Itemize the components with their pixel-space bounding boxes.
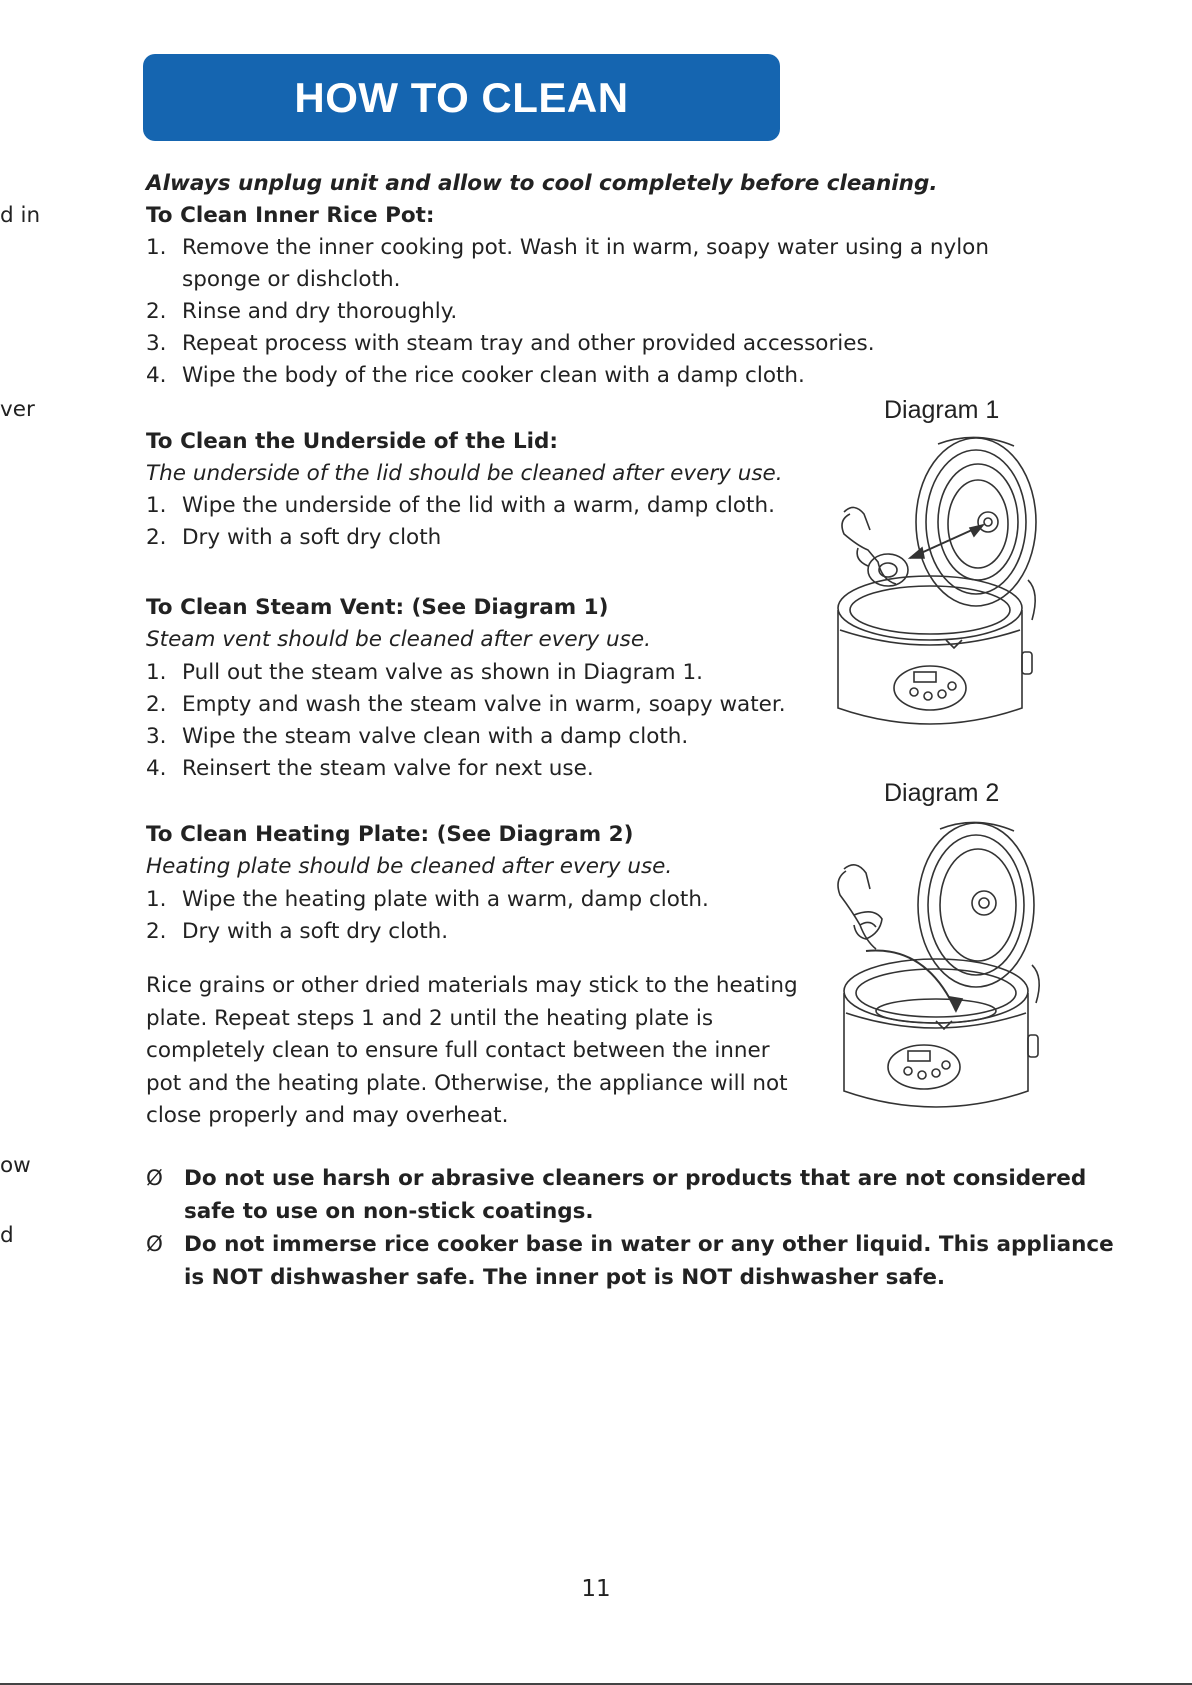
- caution-continuation: safe to use on non-stick coatings.: [184, 1199, 594, 1224]
- rice-cooker-heating-plate-illustration: [826, 815, 1058, 1125]
- list-item: 2. Rinse and dry thoroughly.: [146, 299, 458, 324]
- list-item: 1. Wipe the heating plate with a warm, damp cloth.: [146, 887, 709, 912]
- edge-fragment: d: [0, 1223, 14, 1248]
- section-heading-lid: To Clean the Underside of the Lid:: [146, 429, 559, 454]
- caution-symbol: Ø: [146, 1166, 163, 1191]
- list-item: 1. Pull out the steam valve as shown in Diagram 1.: [146, 660, 703, 685]
- list-item: 4. Wipe the body of the rice cooker clean with a damp cloth.: [146, 363, 805, 388]
- section-note: Heating plate should be cleaned after every use.: [146, 854, 673, 879]
- section-heading-steam-vent: To Clean Steam Vent: (See Diagram 1): [146, 595, 609, 620]
- section-heading-inner-pot: To Clean Inner Rice Pot:: [146, 203, 435, 228]
- list-item: 2. Dry with a soft dry cloth.: [146, 919, 449, 944]
- list-item: 1. Wipe the underside of the lid with a warm, damp cloth.: [146, 493, 775, 518]
- unplug-warning: Always unplug unit and allow to cool completely before cleaning.: [146, 171, 938, 196]
- section-note: The underside of the lid should be cleaned after every use.: [146, 461, 783, 486]
- page-number: 11: [581, 1576, 611, 1602]
- page-title: HOW TO CLEAN: [294, 73, 629, 121]
- heating-plate-paragraph: Rice grains or other dried materials may stick to the heating plate. Repeat steps 1 and 2 until the heating plate is completely clean to ensure full contact between the inner pot and the heating plate. Otherwise, the appliance will not close properly and may overheat.: [146, 973, 798, 1128]
- list-item: 3. Wipe the steam valve clean with a damp cloth.: [146, 724, 689, 749]
- list-item: 2. Empty and wash the steam valve in warm, soapy water.: [146, 692, 786, 717]
- list-item: 3. Repeat process with steam tray and other provided accessories.: [146, 331, 875, 356]
- edge-fragment: ver: [0, 397, 35, 422]
- caution-symbol: Ø: [146, 1232, 163, 1257]
- section-heading-heating-plate: To Clean Heating Plate: (See Diagram 2): [146, 822, 634, 847]
- list-item-continuation: sponge or dishcloth.: [182, 267, 401, 292]
- list-item: 2. Dry with a soft dry cloth: [146, 525, 442, 550]
- edge-fragment: d in: [0, 203, 41, 228]
- caution-item: Ø Do not immerse rice cooker base in water or any other liquid. This appliance: [146, 1229, 1114, 1262]
- diagram-2-label: Diagram 2: [884, 779, 1000, 807]
- caution-continuation: is NOT dishwasher safe. The inner pot is NOT dishwasher safe.: [184, 1265, 946, 1290]
- page-header-banner: [143, 54, 780, 141]
- diagram-1-label: Diagram 1: [884, 396, 1000, 424]
- section-note: Steam vent should be cleaned after every use.: [146, 627, 651, 652]
- edge-fragment: ow: [0, 1153, 31, 1178]
- caution-item: Ø Do not use harsh or abrasive cleaners or products that are not considered: [146, 1163, 1086, 1196]
- list-item: 1. Remove the inner cooking pot. Wash it in warm, soapy water using a nylon: [146, 235, 989, 260]
- list-item: 4. Reinsert the steam valve for next use.: [146, 756, 594, 781]
- rice-cooker-steam-valve-illustration: [818, 430, 1058, 740]
